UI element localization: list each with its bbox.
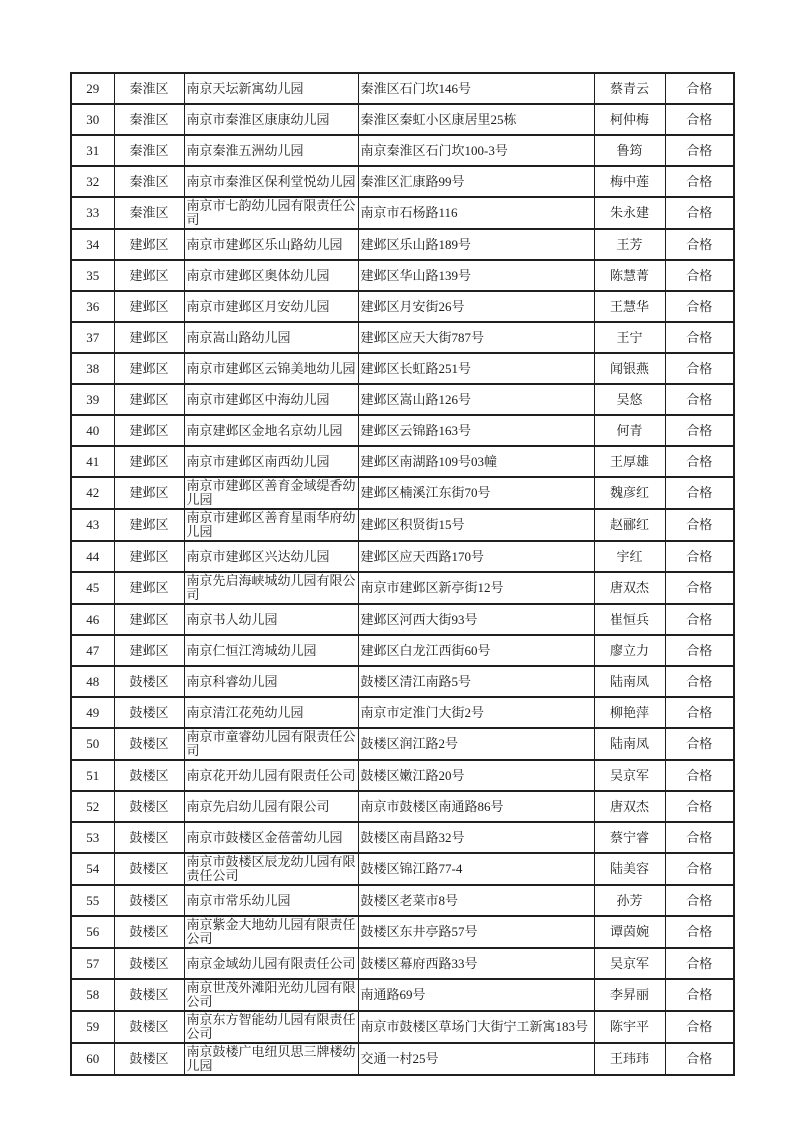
district-cell: 建邺区 bbox=[114, 291, 184, 322]
row-number-cell: 40 bbox=[71, 415, 114, 446]
district-cell: 鼓楼区 bbox=[114, 697, 184, 728]
kindergarten-name-cell: 南京市建邺区乐山路幼儿园 bbox=[184, 229, 358, 260]
row-number-cell: 52 bbox=[71, 791, 114, 822]
kindergarten-name-cell: 南京天坛新寓幼儿园 bbox=[184, 73, 358, 104]
principal-name-cell: 孙芳 bbox=[594, 885, 665, 916]
table-row bbox=[71, 885, 734, 916]
table-row bbox=[71, 291, 734, 322]
kindergarten-name-cell: 南京市童睿幼儿园有限责任公司 bbox=[184, 728, 358, 760]
table-row bbox=[71, 572, 734, 604]
district-cell: 鼓楼区 bbox=[114, 885, 184, 916]
kindergarten-name-cell: 南京清江花苑幼儿园 bbox=[184, 697, 358, 728]
kindergarten-name-cell: 南京市秦淮区保利堂悦幼儿园 bbox=[184, 166, 358, 197]
result-cell: 合格 bbox=[665, 885, 734, 916]
principal-name-cell: 陆南凤 bbox=[594, 728, 665, 760]
kindergarten-inspection-table bbox=[70, 72, 735, 1076]
district-cell: 鼓楼区 bbox=[114, 979, 184, 1011]
row-number-cell: 43 bbox=[71, 509, 114, 541]
row-number-cell: 57 bbox=[71, 948, 114, 979]
principal-name-cell: 魏彦红 bbox=[594, 477, 665, 509]
table-row bbox=[71, 477, 734, 509]
district-cell: 建邺区 bbox=[114, 353, 184, 384]
district-cell: 建邺区 bbox=[114, 477, 184, 509]
result-cell: 合格 bbox=[665, 948, 734, 979]
principal-name-cell: 廖立力 bbox=[594, 635, 665, 666]
kindergarten-name-cell: 南京仁恒江湾城幼儿园 bbox=[184, 635, 358, 666]
address-cell: 南京秦淮区石门坎100-3号 bbox=[358, 135, 594, 166]
table-row bbox=[71, 853, 734, 885]
result-cell: 合格 bbox=[665, 229, 734, 260]
address-cell: 南通路69号 bbox=[358, 979, 594, 1011]
result-cell: 合格 bbox=[665, 197, 734, 229]
table-row bbox=[71, 822, 734, 853]
district-cell: 秦淮区 bbox=[114, 197, 184, 229]
principal-name-cell: 朱永建 bbox=[594, 197, 665, 229]
district-cell: 鼓楼区 bbox=[114, 948, 184, 979]
result-cell: 合格 bbox=[665, 604, 734, 635]
row-number-cell: 60 bbox=[71, 1043, 114, 1075]
table-row bbox=[71, 197, 734, 229]
principal-name-cell: 赵郦红 bbox=[594, 509, 665, 541]
district-cell: 建邺区 bbox=[114, 446, 184, 477]
kindergarten-name-cell: 南京建邺区金地名京幼儿园 bbox=[184, 415, 358, 446]
kindergarten-name-cell: 南京花开幼儿园有限责任公司 bbox=[184, 760, 358, 791]
kindergarten-name-cell: 南京金域幼儿园有限责任公司 bbox=[184, 948, 358, 979]
kindergarten-name-cell: 南京市建邺区中海幼儿园 bbox=[184, 384, 358, 415]
district-cell: 建邺区 bbox=[114, 541, 184, 572]
principal-name-cell: 蔡宁睿 bbox=[594, 822, 665, 853]
kindergarten-name-cell: 南京市秦淮区康康幼儿园 bbox=[184, 104, 358, 135]
kindergarten-name-cell: 南京紫金大地幼儿园有限责任公司 bbox=[184, 916, 358, 948]
address-cell: 南京市鼓楼区南通路86号 bbox=[358, 791, 594, 822]
row-number-cell: 45 bbox=[71, 572, 114, 604]
district-cell: 建邺区 bbox=[114, 572, 184, 604]
district-cell: 建邺区 bbox=[114, 260, 184, 291]
result-cell: 合格 bbox=[665, 322, 734, 353]
result-cell: 合格 bbox=[665, 260, 734, 291]
row-number-cell: 53 bbox=[71, 822, 114, 853]
row-number-cell: 51 bbox=[71, 760, 114, 791]
district-cell: 建邺区 bbox=[114, 384, 184, 415]
address-cell: 建邺区乐山路189号 bbox=[358, 229, 594, 260]
table-row bbox=[71, 73, 734, 104]
table-row bbox=[71, 322, 734, 353]
table-row bbox=[71, 948, 734, 979]
result-cell: 合格 bbox=[665, 728, 734, 760]
row-number-cell: 42 bbox=[71, 477, 114, 509]
address-cell: 建邺区河西大街93号 bbox=[358, 604, 594, 635]
kindergarten-name-cell: 南京市建邺区兴达幼儿园 bbox=[184, 541, 358, 572]
address-cell: 交通一村25号 bbox=[358, 1043, 594, 1075]
result-cell: 合格 bbox=[665, 979, 734, 1011]
result-cell: 合格 bbox=[665, 666, 734, 697]
table-row bbox=[71, 353, 734, 384]
result-cell: 合格 bbox=[665, 697, 734, 728]
result-cell: 合格 bbox=[665, 791, 734, 822]
result-cell: 合格 bbox=[665, 1011, 734, 1043]
address-cell: 建邺区楠溪江东街70号 bbox=[358, 477, 594, 509]
address-cell: 建邺区积贤街15号 bbox=[358, 509, 594, 541]
kindergarten-name-cell: 南京嵩山路幼儿园 bbox=[184, 322, 358, 353]
row-number-cell: 38 bbox=[71, 353, 114, 384]
address-cell: 建邺区应天大街787号 bbox=[358, 322, 594, 353]
table-body bbox=[71, 73, 734, 1075]
principal-name-cell: 宇红 bbox=[594, 541, 665, 572]
result-cell: 合格 bbox=[665, 635, 734, 666]
district-cell: 鼓楼区 bbox=[114, 1043, 184, 1075]
principal-name-cell: 柯仲梅 bbox=[594, 104, 665, 135]
principal-name-cell: 鲁筠 bbox=[594, 135, 665, 166]
address-cell: 鼓楼区东井亭路57号 bbox=[358, 916, 594, 948]
principal-name-cell: 陆南凤 bbox=[594, 666, 665, 697]
row-number-cell: 59 bbox=[71, 1011, 114, 1043]
table-row bbox=[71, 697, 734, 728]
principal-name-cell: 梅中莲 bbox=[594, 166, 665, 197]
principal-name-cell: 王玮玮 bbox=[594, 1043, 665, 1075]
row-number-cell: 31 bbox=[71, 135, 114, 166]
district-cell: 鼓楼区 bbox=[114, 916, 184, 948]
table-row bbox=[71, 541, 734, 572]
result-cell: 合格 bbox=[665, 384, 734, 415]
district-cell: 鼓楼区 bbox=[114, 728, 184, 760]
table-row bbox=[71, 415, 734, 446]
district-cell: 鼓楼区 bbox=[114, 822, 184, 853]
result-cell: 合格 bbox=[665, 916, 734, 948]
address-cell: 秦淮区秦虹小区康居里25栋 bbox=[358, 104, 594, 135]
address-cell: 建邺区华山路139号 bbox=[358, 260, 594, 291]
kindergarten-name-cell: 南京市建邺区月安幼儿园 bbox=[184, 291, 358, 322]
kindergarten-name-cell: 南京市鼓楼区辰龙幼儿园有限责任公司 bbox=[184, 853, 358, 885]
district-cell: 建邺区 bbox=[114, 604, 184, 635]
row-number-cell: 47 bbox=[71, 635, 114, 666]
kindergarten-name-cell: 南京市建邺区南西幼儿园 bbox=[184, 446, 358, 477]
district-cell: 秦淮区 bbox=[114, 73, 184, 104]
row-number-cell: 33 bbox=[71, 197, 114, 229]
district-cell: 鼓楼区 bbox=[114, 853, 184, 885]
address-cell: 建邺区云锦路163号 bbox=[358, 415, 594, 446]
row-number-cell: 58 bbox=[71, 979, 114, 1011]
principal-name-cell: 闻银燕 bbox=[594, 353, 665, 384]
kindergarten-name-cell: 南京鼓楼广电纽贝思三牌楼幼儿园 bbox=[184, 1043, 358, 1075]
district-cell: 建邺区 bbox=[114, 509, 184, 541]
kindergarten-name-cell: 南京市七韵幼儿园有限责任公司 bbox=[184, 197, 358, 229]
principal-name-cell: 何青 bbox=[594, 415, 665, 446]
result-cell: 合格 bbox=[665, 477, 734, 509]
address-cell: 秦淮区汇康路99号 bbox=[358, 166, 594, 197]
kindergarten-name-cell: 南京市鼓楼区金蓓蕾幼儿园 bbox=[184, 822, 358, 853]
result-cell: 合格 bbox=[665, 73, 734, 104]
kindergarten-name-cell: 南京市建邺区善育金域缇香幼儿园 bbox=[184, 477, 358, 509]
table-row bbox=[71, 979, 734, 1011]
principal-name-cell: 吴京军 bbox=[594, 760, 665, 791]
row-number-cell: 46 bbox=[71, 604, 114, 635]
row-number-cell: 39 bbox=[71, 384, 114, 415]
district-cell: 建邺区 bbox=[114, 415, 184, 446]
result-cell: 合格 bbox=[665, 135, 734, 166]
address-cell: 鼓楼区南昌路32号 bbox=[358, 822, 594, 853]
row-number-cell: 41 bbox=[71, 446, 114, 477]
row-number-cell: 37 bbox=[71, 322, 114, 353]
kindergarten-name-cell: 南京先启幼儿园有限公司 bbox=[184, 791, 358, 822]
result-cell: 合格 bbox=[665, 509, 734, 541]
result-cell: 合格 bbox=[665, 1043, 734, 1075]
row-number-cell: 29 bbox=[71, 73, 114, 104]
row-number-cell: 50 bbox=[71, 728, 114, 760]
table-row bbox=[71, 916, 734, 948]
table-row bbox=[71, 166, 734, 197]
principal-name-cell: 蔡青云 bbox=[594, 73, 665, 104]
district-cell: 建邺区 bbox=[114, 322, 184, 353]
row-number-cell: 49 bbox=[71, 697, 114, 728]
table-row bbox=[71, 760, 734, 791]
kindergarten-name-cell: 南京市常乐幼儿园 bbox=[184, 885, 358, 916]
table-row bbox=[71, 1043, 734, 1075]
result-cell: 合格 bbox=[665, 446, 734, 477]
principal-name-cell: 谭茵婉 bbox=[594, 916, 665, 948]
row-number-cell: 54 bbox=[71, 853, 114, 885]
table-row bbox=[71, 604, 734, 635]
result-cell: 合格 bbox=[665, 353, 734, 384]
address-cell: 鼓楼区老菜市8号 bbox=[358, 885, 594, 916]
address-cell: 鼓楼区润江路2号 bbox=[358, 728, 594, 760]
address-cell: 建邺区月安街26号 bbox=[358, 291, 594, 322]
principal-name-cell: 吴悠 bbox=[594, 384, 665, 415]
principal-name-cell: 崔恒兵 bbox=[594, 604, 665, 635]
principal-name-cell: 王芳 bbox=[594, 229, 665, 260]
principal-name-cell: 陈慧菁 bbox=[594, 260, 665, 291]
principal-name-cell: 唐双杰 bbox=[594, 572, 665, 604]
table-row bbox=[71, 384, 734, 415]
district-cell: 建邺区 bbox=[114, 635, 184, 666]
result-cell: 合格 bbox=[665, 291, 734, 322]
principal-name-cell: 唐双杰 bbox=[594, 791, 665, 822]
kindergarten-name-cell: 南京世茂外滩阳光幼儿园有限公司 bbox=[184, 979, 358, 1011]
table-row bbox=[71, 260, 734, 291]
result-cell: 合格 bbox=[665, 541, 734, 572]
result-cell: 合格 bbox=[665, 760, 734, 791]
row-number-cell: 30 bbox=[71, 104, 114, 135]
table-row bbox=[71, 509, 734, 541]
address-cell: 建邺区白龙江西街60号 bbox=[358, 635, 594, 666]
table-row bbox=[71, 635, 734, 666]
district-cell: 建邺区 bbox=[114, 229, 184, 260]
district-cell: 鼓楼区 bbox=[114, 760, 184, 791]
principal-name-cell: 陆美容 bbox=[594, 853, 665, 885]
table-row bbox=[71, 791, 734, 822]
row-number-cell: 48 bbox=[71, 666, 114, 697]
table-row bbox=[71, 229, 734, 260]
table-row bbox=[71, 446, 734, 477]
district-cell: 秦淮区 bbox=[114, 166, 184, 197]
kindergarten-name-cell: 南京市建邺区奥体幼儿园 bbox=[184, 260, 358, 291]
district-cell: 秦淮区 bbox=[114, 104, 184, 135]
address-cell: 南京市鼓楼区草场门大街宁工新寓183号 bbox=[358, 1011, 594, 1043]
kindergarten-name-cell: 南京秦淮五洲幼儿园 bbox=[184, 135, 358, 166]
table-row bbox=[71, 135, 734, 166]
address-cell: 鼓楼区幕府西路33号 bbox=[358, 948, 594, 979]
result-cell: 合格 bbox=[665, 104, 734, 135]
result-cell: 合格 bbox=[665, 415, 734, 446]
kindergarten-name-cell: 南京东方智能幼儿园有限责任公司 bbox=[184, 1011, 358, 1043]
principal-name-cell: 李昇丽 bbox=[594, 979, 665, 1011]
address-cell: 建邺区嵩山路126号 bbox=[358, 384, 594, 415]
row-number-cell: 56 bbox=[71, 916, 114, 948]
row-number-cell: 55 bbox=[71, 885, 114, 916]
table-row bbox=[71, 666, 734, 697]
district-cell: 鼓楼区 bbox=[114, 1011, 184, 1043]
row-number-cell: 32 bbox=[71, 166, 114, 197]
address-cell: 鼓楼区锦江路77-4 bbox=[358, 853, 594, 885]
kindergarten-name-cell: 南京书人幼儿园 bbox=[184, 604, 358, 635]
address-cell: 南京市建邺区新亭街12号 bbox=[358, 572, 594, 604]
address-cell: 南京市定淮门大街2号 bbox=[358, 697, 594, 728]
row-number-cell: 35 bbox=[71, 260, 114, 291]
principal-name-cell: 柳艳萍 bbox=[594, 697, 665, 728]
kindergarten-name-cell: 南京先启海峡城幼儿园有限公司 bbox=[184, 572, 358, 604]
result-cell: 合格 bbox=[665, 166, 734, 197]
principal-name-cell: 吴京军 bbox=[594, 948, 665, 979]
row-number-cell: 44 bbox=[71, 541, 114, 572]
result-cell: 合格 bbox=[665, 853, 734, 885]
row-number-cell: 36 bbox=[71, 291, 114, 322]
principal-name-cell: 王宁 bbox=[594, 322, 665, 353]
table-row bbox=[71, 104, 734, 135]
district-cell: 鼓楼区 bbox=[114, 791, 184, 822]
district-cell: 秦淮区 bbox=[114, 135, 184, 166]
table-row bbox=[71, 728, 734, 760]
result-cell: 合格 bbox=[665, 572, 734, 604]
principal-name-cell: 王厚雄 bbox=[594, 446, 665, 477]
result-cell: 合格 bbox=[665, 822, 734, 853]
address-cell: 鼓楼区清江南路5号 bbox=[358, 666, 594, 697]
address-cell: 秦淮区石门坎146号 bbox=[358, 73, 594, 104]
address-cell: 建邺区长虹路251号 bbox=[358, 353, 594, 384]
address-cell: 鼓楼区嫩江路20号 bbox=[358, 760, 594, 791]
address-cell: 南京市石杨路116 bbox=[358, 197, 594, 229]
table-row bbox=[71, 1011, 734, 1043]
district-cell: 鼓楼区 bbox=[114, 666, 184, 697]
address-cell: 建邺区南湖路109号03幢 bbox=[358, 446, 594, 477]
kindergarten-name-cell: 南京科睿幼儿园 bbox=[184, 666, 358, 697]
kindergarten-name-cell: 南京市建邺区云锦美地幼儿园 bbox=[184, 353, 358, 384]
address-cell: 建邺区应天西路170号 bbox=[358, 541, 594, 572]
kindergarten-name-cell: 南京市建邺区善育星雨华府幼儿园 bbox=[184, 509, 358, 541]
row-number-cell: 34 bbox=[71, 229, 114, 260]
principal-name-cell: 陈宇平 bbox=[594, 1011, 665, 1043]
principal-name-cell: 王慧华 bbox=[594, 291, 665, 322]
